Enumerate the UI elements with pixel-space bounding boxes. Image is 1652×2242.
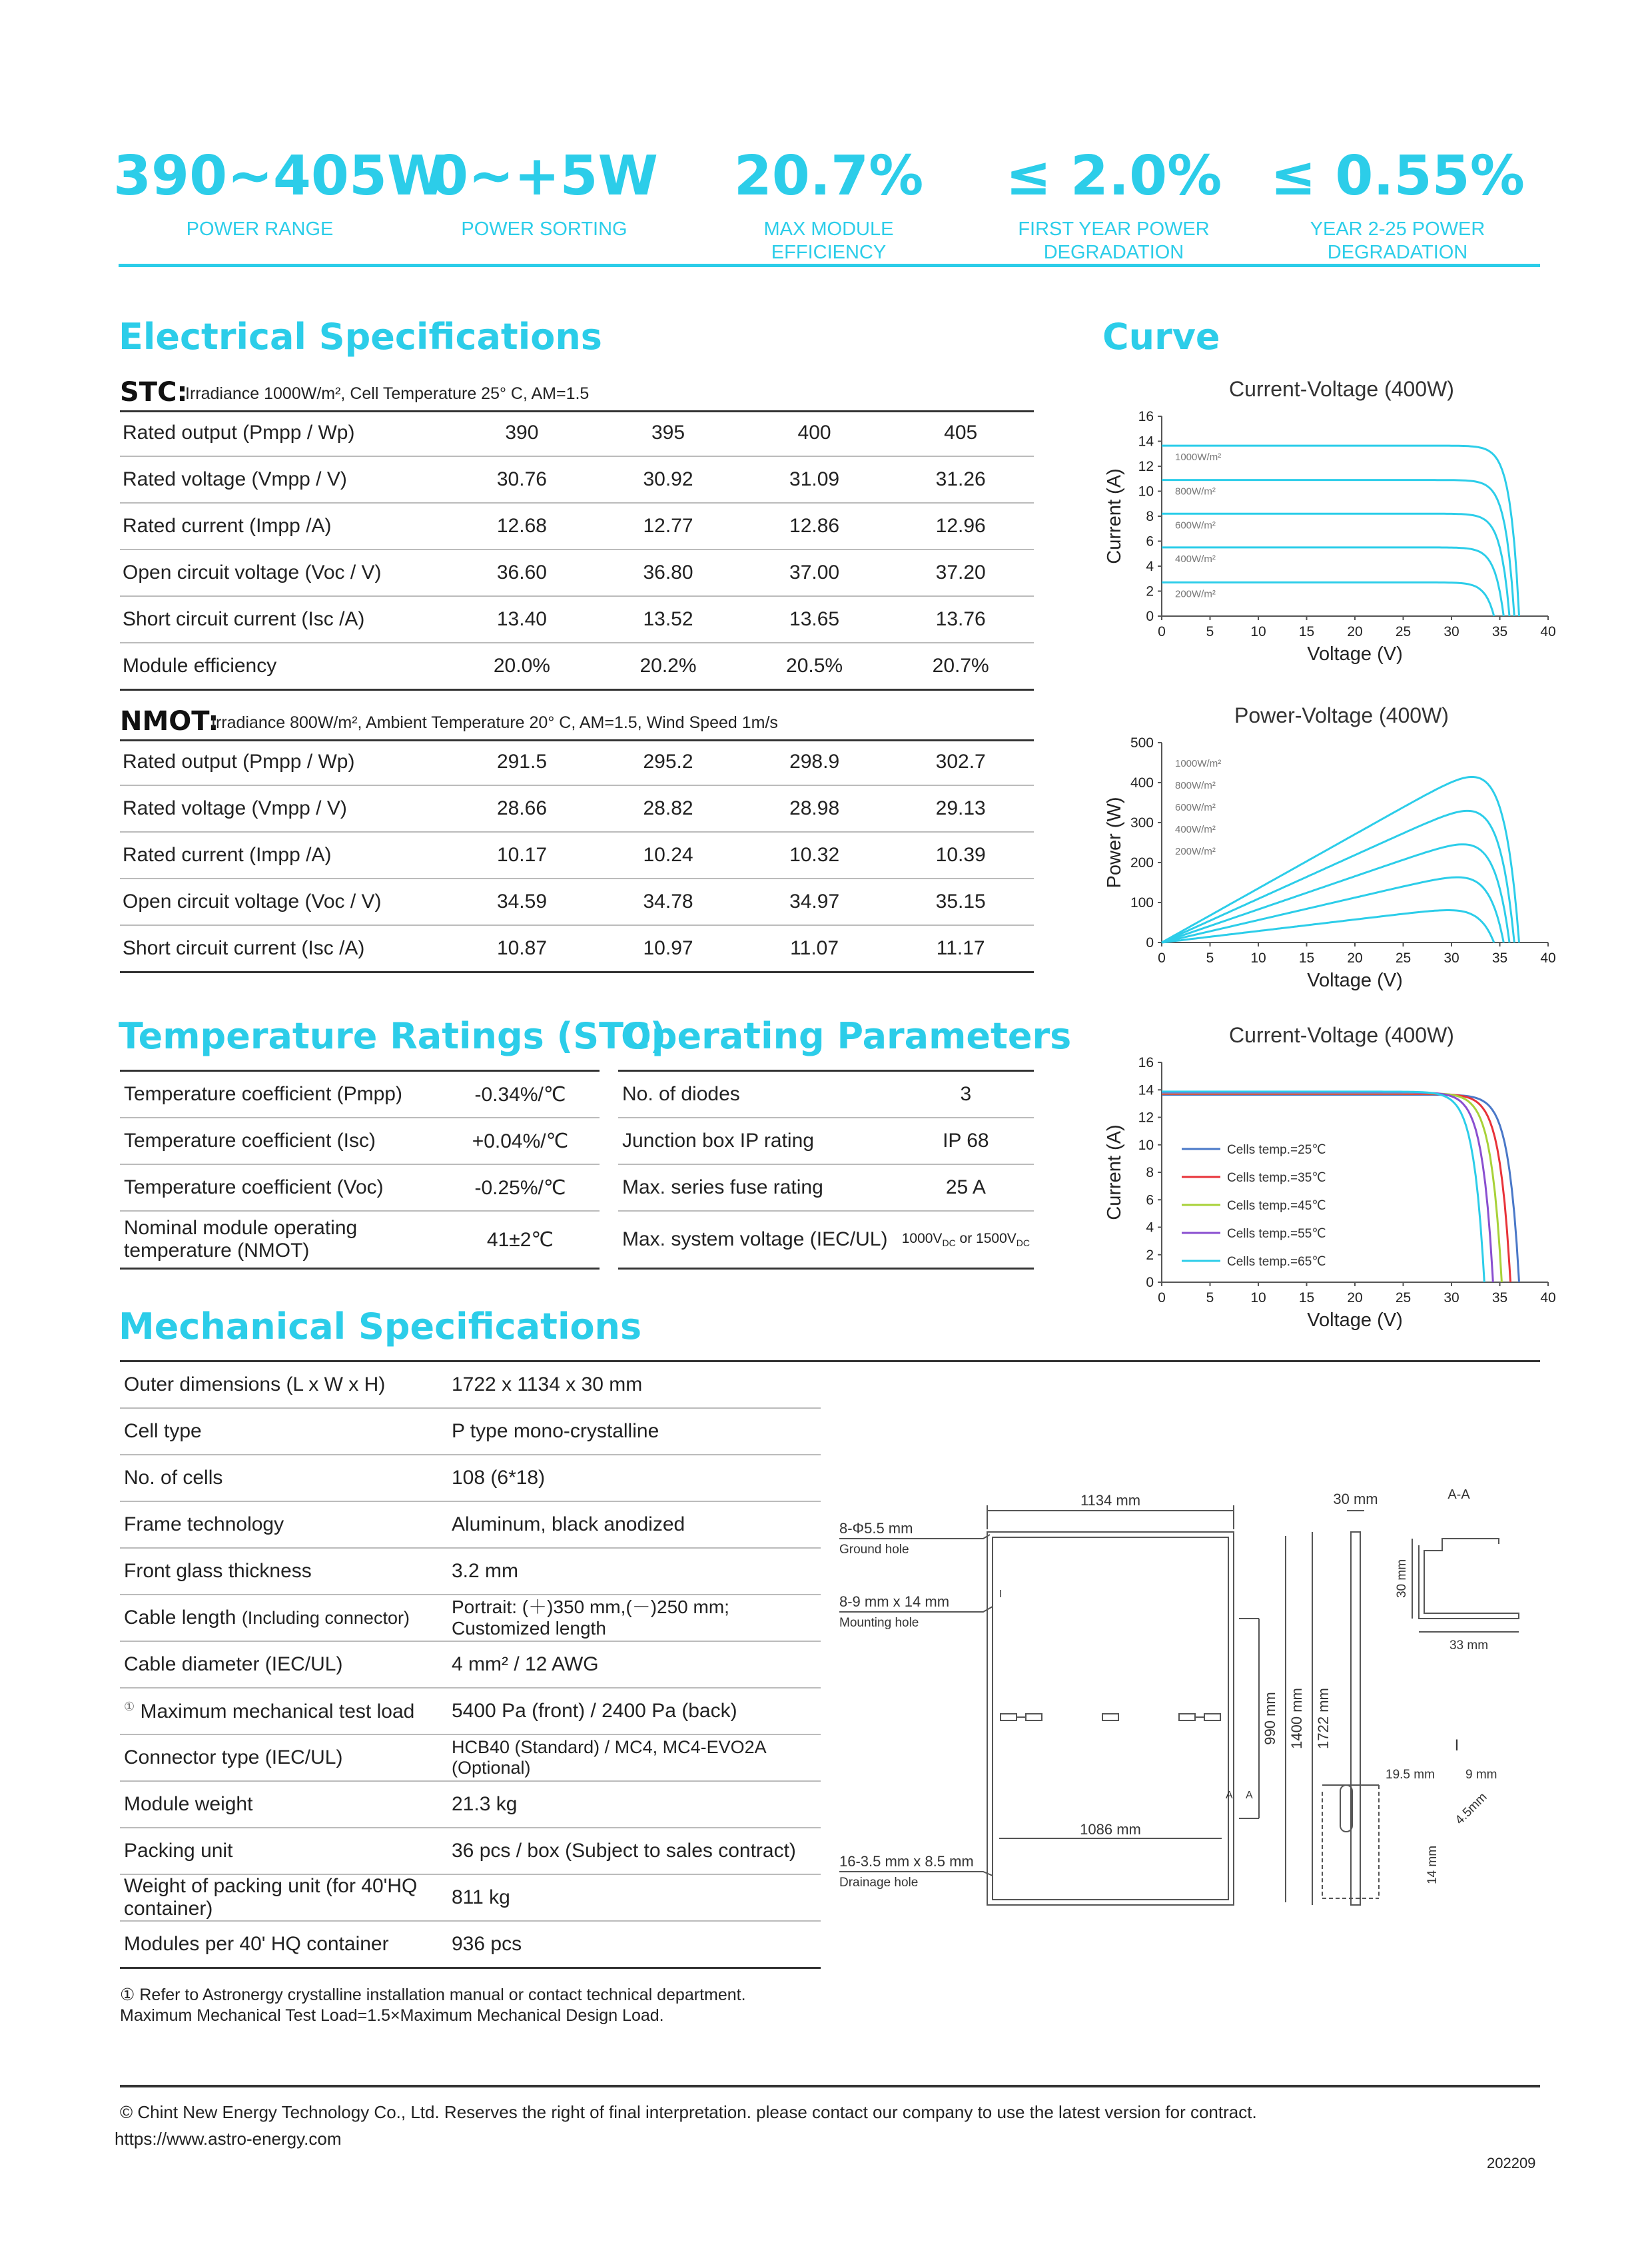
detail-title: I: [1454, 1736, 1459, 1754]
footer-url[interactable]: https://www.astro-energy.com: [115, 2129, 342, 2149]
series-label: 800W/m²: [1175, 486, 1216, 498]
row-value: 41±2℃: [441, 1211, 600, 1269]
value-line: Customized length: [452, 1618, 606, 1639]
row-label: [120, 1595, 448, 1641]
row-label: Outer dimensions (L x W x H): [120, 1362, 448, 1408]
dim-9-label: 9 mm: [1465, 1768, 1497, 1782]
table-row: [120, 1211, 600, 1269]
table-row: [120, 739, 1034, 785]
y-tick-label: 16: [1138, 1055, 1154, 1070]
row-value: Aluminum, black anodized: [448, 1501, 821, 1548]
y-axis-label: Current (A): [1104, 1124, 1125, 1220]
dim-14-label: 14 mm: [1426, 1845, 1440, 1885]
y-tick-label: 10: [1138, 484, 1154, 500]
mount-hole-label: Mounting hole: [839, 1616, 919, 1630]
stat-efficiency: [682, 143, 975, 264]
row-value: 10.87: [449, 925, 596, 972]
table-row: [618, 1118, 1034, 1164]
voltage-part: or 1500V: [955, 1230, 1017, 1246]
row-value: 35.15: [887, 879, 1034, 925]
row-value: 13.52: [595, 596, 741, 643]
table-row: [618, 1072, 1034, 1118]
chart-title: Current-Voltage (400W): [1229, 1023, 1454, 1047]
table-row: [120, 1874, 821, 1921]
table-row: [120, 879, 1034, 925]
iv-chart-irradiance: [1092, 370, 1559, 683]
x-axis-label: Voltage (V): [1307, 1309, 1403, 1331]
note-1: ① Refer to Astronergy crystalline installation manual or contact technical department.: [120, 1986, 746, 2004]
row-label: No. of cells: [120, 1455, 448, 1501]
pv-chart-irradiance: [1092, 696, 1559, 1009]
row-label: Rated output (Pmpp / Wp): [120, 410, 449, 456]
row-label: Open circuit voltage (Voc / V): [120, 550, 449, 596]
row-value: 811 kg: [448, 1874, 821, 1921]
stat-label: POWER SORTING: [461, 218, 627, 240]
x-tick-label: 25: [1395, 950, 1412, 966]
row-value: 20.0%: [449, 643, 596, 690]
mount-hole-dim: 8-9 mm x 14 mm: [839, 1593, 950, 1610]
y-tick-label: 8: [1146, 509, 1154, 524]
series-label: 200W/m²: [1175, 846, 1216, 857]
table-row: [120, 596, 1034, 643]
row-value: 1722 x 1134 x 30 mm: [448, 1362, 821, 1408]
row-label: Cable diameter (IEC/UL): [120, 1641, 448, 1688]
row-value: 34.97: [741, 879, 888, 925]
row-value: 20.2%: [595, 643, 741, 690]
x-tick-label: 5: [1206, 624, 1214, 639]
dim-1722-label: 1722 mm: [1315, 1688, 1332, 1749]
row-label: Cell type: [120, 1408, 448, 1455]
table-row: [120, 1734, 821, 1781]
row-label: Modules per 40' HQ container: [120, 1921, 448, 1968]
row-label: Temperature coefficient (Isc): [120, 1118, 441, 1164]
table-row: [120, 550, 1034, 596]
voltage-sub: DC: [942, 1238, 956, 1249]
row-value: P type mono-crystalline: [448, 1408, 821, 1455]
aa-marker-b: A: [1246, 1790, 1253, 1801]
aa-marker-a: A: [1226, 1790, 1233, 1801]
row-label: Short circuit current (Isc /A): [120, 596, 449, 643]
row-label: Temperature coefficient (Pmpp): [120, 1072, 441, 1118]
dim-width-label: 1134 mm: [1080, 1492, 1141, 1509]
row-value: 29.13: [887, 785, 1034, 832]
row-value: 28.98: [741, 785, 888, 832]
table-row: [618, 1164, 1034, 1211]
table-row: [120, 410, 1034, 456]
series-label: 400W/m²: [1175, 824, 1216, 835]
value-line: Portrait: (＋)350 mm,(－)250 mm;: [452, 1597, 729, 1617]
row-value: HCB40 (Standard) / MC4, MC4-EVO2A (Optional): [448, 1734, 821, 1781]
mounting-hole: [1204, 1714, 1220, 1720]
row-value: 10.32: [741, 832, 888, 879]
row-label: Rated output (Pmpp / Wp): [120, 739, 449, 785]
row-value: +0.04%/℃: [441, 1118, 600, 1164]
row-value: 10.39: [887, 832, 1034, 879]
x-tick-label: 30: [1444, 624, 1459, 639]
side-profile: [1351, 1532, 1360, 1905]
row-label: Rated voltage (Vmpp / V): [120, 456, 449, 503]
row-value: 108 (6*18): [448, 1455, 821, 1501]
dim-19-5-label: 19.5 mm: [1386, 1768, 1435, 1782]
stat-value: ≤ 2.0%: [1005, 145, 1222, 208]
voltage-sub: DC: [1016, 1238, 1030, 1249]
nmot-condition: [120, 701, 1034, 741]
x-tick-label: 40: [1540, 950, 1556, 966]
row-label: Module efficiency: [120, 643, 449, 690]
x-tick-label: 0: [1158, 1290, 1166, 1306]
row-label: Packing unit: [120, 1828, 448, 1874]
ground-hole-label: Ground hole: [839, 1543, 909, 1557]
y-tick-label: 500: [1130, 735, 1154, 751]
stat-value: 20.7%: [733, 145, 924, 208]
chart-title: Current-Voltage (400W): [1229, 377, 1454, 401]
row-value: 12.77: [595, 503, 741, 550]
row-value: 405: [887, 410, 1034, 456]
y-tick-label: 0: [1146, 935, 1154, 950]
row-value: 10.97: [595, 925, 741, 972]
iv-chart-temperature: [1092, 1022, 1559, 1349]
nmot-table: [120, 739, 1034, 973]
row-label: Temperature coefficient (Voc): [120, 1164, 441, 1211]
row-value: 3: [898, 1072, 1034, 1118]
row-value: 37.20: [887, 550, 1034, 596]
row-label: Weight of packing unit (for 40'HQ container): [120, 1874, 448, 1921]
x-tick-label: 20: [1347, 624, 1363, 639]
x-tick-label: 10: [1250, 1290, 1266, 1306]
row-label: Nominal module operating temperature (NMOT): [120, 1211, 441, 1269]
pv-chart-irradiance-svg: [1092, 696, 1559, 1009]
module-frame-outer: [987, 1532, 1234, 1905]
table-row: [120, 1118, 600, 1164]
table-row: [120, 643, 1034, 690]
mounting-hole: [1102, 1714, 1118, 1720]
row-value: 295.2: [595, 739, 741, 785]
y-tick-label: 2: [1146, 583, 1154, 599]
row-value: 36 pcs / box (Subject to sales contract): [448, 1828, 821, 1874]
row-value: 31.09: [741, 456, 888, 503]
y-tick-label: 12: [1138, 459, 1154, 474]
y-tick-label: 2: [1146, 1247, 1154, 1263]
row-label: [120, 1688, 448, 1734]
x-axis-label: Voltage (V): [1307, 970, 1403, 991]
row-label: Rated current (Impp /A): [120, 832, 449, 879]
row-value: 36.80: [595, 550, 741, 596]
x-tick-label: 20: [1347, 1290, 1363, 1306]
table-row: [120, 1501, 821, 1548]
table-row: [120, 1595, 821, 1641]
x-tick-label: 0: [1158, 950, 1166, 966]
x-tick-label: 25: [1395, 1290, 1412, 1306]
row-value: 936 pcs: [448, 1921, 821, 1968]
note-2: Maximum Mechanical Test Load=1.5×Maximum Mechanical Design Load.: [120, 2006, 664, 2025]
x-tick-label: 35: [1491, 624, 1508, 639]
iv-chart-irradiance-svg: [1092, 370, 1559, 683]
y-tick-label: 8: [1146, 1165, 1154, 1180]
row-value: 12.96: [887, 503, 1034, 550]
dim-1400-label: 1400 mm: [1288, 1688, 1305, 1749]
stat-value: 390~405W: [113, 145, 448, 208]
temperature-title: Temperature Ratings (STC): [119, 1015, 667, 1057]
operating-table: [618, 1072, 1034, 1270]
series-label: 200W/m²: [1175, 588, 1216, 600]
footer-code: 202209: [1487, 2155, 1536, 2171]
row-value: 37.00: [741, 550, 888, 596]
stc-condition: [120, 372, 1034, 412]
voltage-part: 1000V: [901, 1230, 943, 1246]
drain-hole-label: Drainage hole: [839, 1876, 919, 1890]
module-frame-inner: [993, 1537, 1228, 1900]
x-tick-label: 40: [1540, 624, 1556, 639]
x-axis-label: Voltage (V): [1307, 643, 1403, 665]
table-row: [120, 456, 1034, 503]
x-tick-label: 30: [1444, 950, 1459, 966]
table-row: [120, 1072, 600, 1118]
stc-cond-text: Irradiance 1000W/m², Cell Temperature 25° C, AM=1.5: [185, 384, 590, 403]
row-label: Connector type (IEC/UL): [120, 1734, 448, 1781]
row-value: 34.59: [449, 879, 596, 925]
series-label: 1000W/m²: [1175, 452, 1222, 464]
iv-chart-temperature-svg: [1092, 1022, 1559, 1349]
section-profile: [1419, 1539, 1519, 1619]
row-label: Open circuit voltage (Voc / V): [120, 879, 449, 925]
row-value: 11.17: [887, 925, 1034, 972]
series-line: [1162, 1092, 1493, 1282]
row-value: [448, 1595, 821, 1641]
mounting-hole: [1026, 1714, 1042, 1720]
mounting-hole: [1179, 1714, 1195, 1720]
y-tick-label: 200: [1130, 855, 1154, 871]
label-note: (Including connector): [241, 1608, 410, 1628]
row-value: -0.34%/℃: [441, 1072, 600, 1118]
row-value: 10.17: [449, 832, 596, 879]
row-label: Max. series fuse rating: [618, 1164, 898, 1211]
row-value: 302.7: [887, 739, 1034, 785]
x-tick-label: 5: [1206, 950, 1214, 966]
x-tick-label: 0: [1158, 624, 1166, 639]
table-row: [120, 1921, 821, 1968]
row-value: 12.68: [449, 503, 596, 550]
stat-value: 0~+5W: [430, 145, 658, 208]
row-value: 21.3 kg: [448, 1781, 821, 1828]
series-label: 400W/m²: [1175, 553, 1216, 565]
mechanical-table: [120, 1362, 821, 1969]
x-tick-label: 35: [1491, 1290, 1508, 1306]
x-tick-label: 40: [1540, 1290, 1556, 1306]
module-drawing: [833, 1479, 1552, 1932]
row-value: 400: [741, 410, 888, 456]
stat-label: POWER RANGE: [186, 218, 334, 240]
row-label: Front glass thickness: [120, 1548, 448, 1595]
y-tick-label: 100: [1130, 895, 1154, 911]
y-tick-label: 12: [1138, 1110, 1154, 1126]
detail-marker: I: [999, 1589, 1003, 1600]
x-tick-label: 30: [1444, 1290, 1459, 1306]
row-value: 12.86: [741, 503, 888, 550]
row-label: Junction box IP rating: [618, 1118, 898, 1164]
row-value: 10.24: [595, 832, 741, 879]
x-tick-label: 20: [1347, 950, 1363, 966]
row-value: 395: [595, 410, 741, 456]
row-value: 36.60: [449, 550, 596, 596]
row-label: Rated current (Impp /A): [120, 503, 449, 550]
table-row: [120, 1781, 821, 1828]
y-tick-label: 4: [1146, 1220, 1154, 1236]
stc-table: [120, 410, 1034, 691]
stat-label: YEAR 2-25 POWER DEGRADATION: [1310, 218, 1485, 263]
table-row: [120, 785, 1034, 832]
table-row: [120, 1548, 821, 1595]
legend-label: Cells temp.=65℃: [1227, 1255, 1326, 1269]
stc-label: STC:: [120, 377, 188, 408]
table-row: [120, 1455, 821, 1501]
footer-copyright: © Chint New Energy Technology Co., Ltd. Reserves the right of final interpretation. please contact our company to use the latest version for contract.: [120, 2102, 1257, 2122]
legend-label: Cells temp.=25℃: [1227, 1143, 1326, 1157]
x-tick-label: 35: [1491, 950, 1508, 966]
curve-title: Curve: [1102, 316, 1220, 358]
row-value: 3.2 mm: [448, 1548, 821, 1595]
row-value: 25 A: [898, 1164, 1034, 1211]
table-row: [120, 1641, 821, 1688]
dim-thickness-label: 30 mm: [1333, 1491, 1378, 1507]
x-tick-label: 25: [1395, 624, 1412, 639]
series-line: [1162, 845, 1509, 942]
series-line: [1162, 1092, 1484, 1282]
row-value: 5400 Pa (front) / 2400 Pa (back): [448, 1688, 821, 1734]
series-label: 800W/m²: [1175, 780, 1216, 791]
y-tick-label: 400: [1130, 775, 1154, 791]
row-value: 4 mm² / 12 AWG: [448, 1641, 821, 1688]
stat-value: ≤ 0.55%: [1270, 145, 1525, 208]
row-label: Short circuit current (Isc /A): [120, 925, 449, 972]
x-tick-label: 5: [1206, 1290, 1214, 1306]
operating-title: Operating Parameters: [621, 1015, 1072, 1057]
row-value: 30.76: [449, 456, 596, 503]
row-value: 13.40: [449, 596, 596, 643]
table-row: [120, 503, 1034, 550]
row-value: 31.26: [887, 456, 1034, 503]
table-row: [120, 925, 1034, 972]
table-row: [120, 1688, 821, 1734]
row-value: [898, 1211, 1034, 1269]
chart-title: Power-Voltage (400W): [1234, 703, 1449, 727]
row-value: 20.7%: [887, 643, 1034, 690]
series-label: 600W/m²: [1175, 520, 1216, 532]
x-tick-label: 15: [1298, 950, 1315, 966]
y-tick-label: 14: [1138, 1082, 1154, 1098]
row-label: Frame technology: [120, 1501, 448, 1548]
row-value: 13.76: [887, 596, 1034, 643]
dim-4-5-label: 4.5mm: [1452, 1790, 1490, 1828]
row-value: 291.5: [449, 739, 596, 785]
y-axis-label: Power (W): [1104, 797, 1125, 889]
stat-label: FIRST YEAR POWER DEGRADATION: [1018, 218, 1210, 263]
x-tick-label: 15: [1298, 624, 1315, 639]
dim-990-label: 990 mm: [1262, 1692, 1278, 1745]
row-value: 13.65: [741, 596, 888, 643]
dim-section-33-label: 33 mm: [1449, 1639, 1489, 1653]
dim-section-30-label: 30 mm: [1395, 1559, 1409, 1599]
row-value: 20.5%: [741, 643, 888, 690]
series-line: [1162, 1093, 1501, 1282]
x-tick-label: 10: [1250, 950, 1266, 966]
y-tick-label: 4: [1146, 559, 1154, 574]
stat-first-year: [967, 143, 1260, 264]
series-label: 600W/m²: [1175, 802, 1216, 813]
y-axis-label: Current (A): [1104, 468, 1125, 564]
x-tick-label: 10: [1250, 624, 1266, 639]
stat-power-sorting: [398, 143, 691, 241]
stat-year-2-25: [1251, 143, 1544, 264]
table-row: [120, 1408, 821, 1455]
table-row: [120, 1828, 821, 1874]
ground-hole-dim: 8-Φ5.5 mm: [839, 1520, 913, 1537]
series-line: [1162, 1094, 1511, 1282]
stat-label: MAX MODULE EFFICIENCY: [763, 218, 894, 263]
legend-label: Cells temp.=35℃: [1227, 1171, 1326, 1185]
row-value: 34.78: [595, 879, 741, 925]
row-value: 298.9: [741, 739, 888, 785]
row-value: 28.66: [449, 785, 596, 832]
temperature-table: [120, 1072, 600, 1270]
row-value: 11.07: [741, 925, 888, 972]
y-tick-label: 0: [1146, 1275, 1154, 1290]
table-row: [120, 1164, 600, 1211]
legend-label: Cells temp.=55℃: [1227, 1227, 1326, 1241]
electrical-title: Electrical Specifications: [119, 316, 602, 358]
y-tick-label: 6: [1146, 1192, 1154, 1208]
table-row: [120, 1362, 821, 1408]
series-label: 1000W/m²: [1175, 758, 1222, 769]
y-tick-label: 300: [1130, 815, 1154, 831]
footer-line: [120, 2085, 1540, 2087]
y-tick-label: 6: [1146, 534, 1154, 550]
mounting-hole: [1001, 1714, 1017, 1720]
row-value: -0.25%/℃: [441, 1164, 600, 1211]
row-value: 28.82: [595, 785, 741, 832]
nmot-cond-text: Irradiance 800W/m², Ambient Temperature 20° C, AM=1.5, Wind Speed 1m/s: [211, 713, 778, 732]
table-row: [618, 1211, 1034, 1269]
y-tick-label: 14: [1138, 434, 1154, 450]
nmot-label: NMOT:: [120, 706, 219, 737]
legend-label: Cells temp.=45℃: [1227, 1199, 1326, 1213]
top-divider: [119, 264, 1540, 267]
table-row: [120, 832, 1034, 879]
row-label: Rated voltage (Vmpp / V): [120, 785, 449, 832]
row-value: 30.92: [595, 456, 741, 503]
mechanical-title: Mechanical Specifications: [119, 1306, 642, 1347]
row-value: 390: [449, 410, 596, 456]
row-label: No. of diodes: [618, 1072, 898, 1118]
label-text: Maximum mechanical test load: [140, 1700, 415, 1722]
section-label: A-A: [1447, 1487, 1470, 1502]
dim-1086-label: 1086 mm: [1080, 1821, 1141, 1838]
label-text: Cable length: [124, 1607, 236, 1629]
y-tick-label: 16: [1138, 409, 1154, 424]
footnote-mark: ①: [124, 1699, 135, 1713]
x-tick-label: 15: [1298, 1290, 1315, 1306]
y-tick-label: 10: [1138, 1137, 1154, 1153]
row-label: Max. system voltage (IEC/UL): [618, 1211, 898, 1269]
row-value: IP 68: [898, 1118, 1034, 1164]
row-label: Module weight: [120, 1781, 448, 1828]
y-tick-label: 0: [1146, 609, 1154, 624]
stat-power-range: [113, 143, 448, 241]
drain-hole-dim: 16-3.5 mm x 8.5 mm: [839, 1853, 974, 1870]
